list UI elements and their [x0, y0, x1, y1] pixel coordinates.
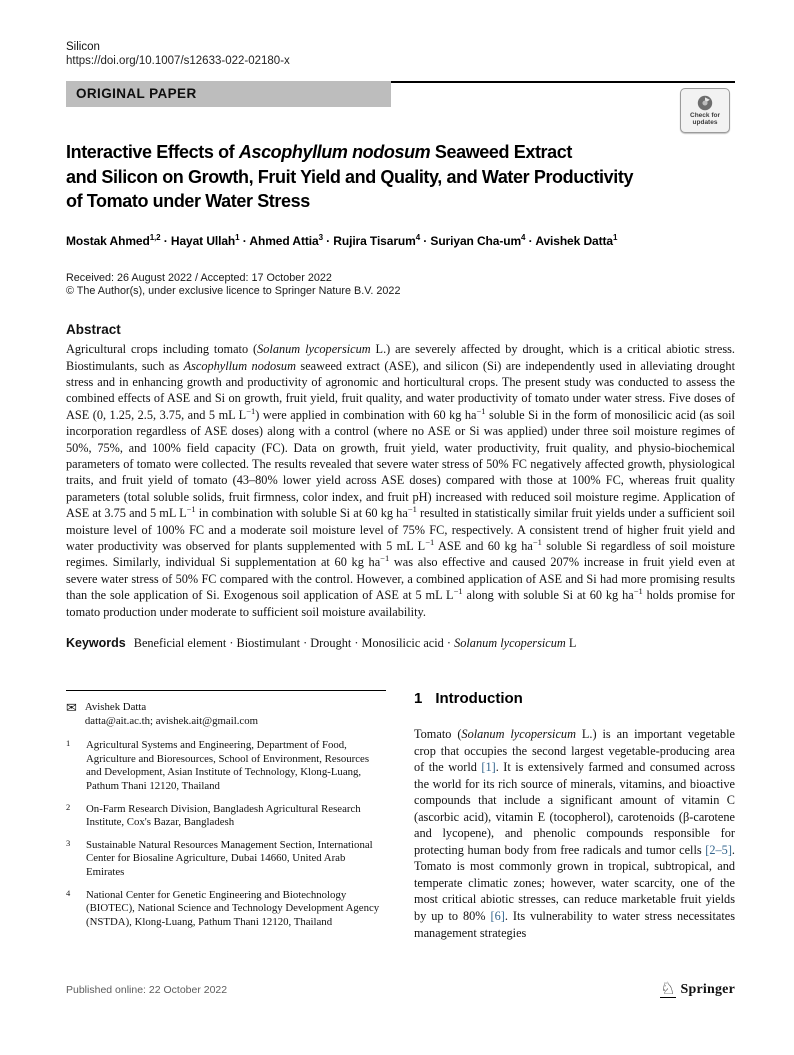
page-footer — [66, 981, 735, 998]
keywords-text: Beneficial element · Biostimulant · Drought · Monosilicic acid · Solanum lycopersicum L — [133, 636, 577, 650]
corresponding-author-emails[interactable]: datta@ait.ac.th; avishek.ait@gmail.com — [84, 714, 258, 727]
footnotes-column — [66, 690, 386, 941]
citation-link[interactable]: [2–5] — [705, 842, 732, 857]
abstract-text: Agricultural crops including tomato (Solanum lycopersicum L.) are severely affected by drought, which is a critical abiotic stress. Biostimulants, such as Ascophyllum nodosum seaweed extract (ASE), and silicon (Si) are independently used in alleviating drought stress and in enhancing growth and productivity of agronomic and horticultural crops. The present study was conducted to assess the combined effects of ASE and Si on growth, fruit yield, fruit quality, and water productivity of tomato under water stress. Five doses of ASE (0, 1.25, 2.5, 3.75, and 5 mL $L^{-1}$) were applied in combination with 60 kg $ha^{-1}$ soluble Si in the form of monosilicic acid (as soil incorporation regardless of ASE doses) along with a control (where no ASE or Si was applied) under three soil moisture regimes of 50%, 75%, and 100% field capacity (FC). Data on growth, fruit yield, water productivity, fruit quality, and physio-biochemical parameters of tomato were collected. The results revealed that severe water stress of 50% FC negatively affected growth, physiological traits, and fruit yield of tomato (43–80% lower yield across ASE doses) compared with those at 100% FC, whereas fruit quality parameters (total soluble solids, fruit firmness, color index, and fruit pH) increased with reduced soil moisture regime. Application of ASE at 3.75 and 5 mL $L^{-1}$ in combination with soluble Si at 60 kg $ha^{-1}$ resulted in statistically similar fruit yields under a sufficient soil moisture level of 100% FC and a moderate soil moisture level of 75% FC, respectively. A consistent trend of higher fruit yield and water productivity was observed for plants supplemented with 5 mL $L^{-1}$ ASE and 60 kg $ha^{-1}$ soluble Si regardless of soil moisture regimes. Similarly, individual Si supplementation at 60 kg $ha^{-1}$ was also effective and caused 207% increase in fruit yield even at severe water stress of 50% FC compared with the control. However, a combined application of ASE and Si had more promising results than the sole application of Si. Exogenous soil application of ASE at 5 mL $L^{-1}$ along with soluble Si at 60 kg $ha^{-1}$ holds promise for tomato production under moderate to sufficient soil moisture availability. — [66, 342, 736, 619]
affiliation-text: National Center for Genetic Engineering and Biotechnology (BIOTEC), National Science and Technology Development Agency (NSTDA), Klong-Luang, Pathum Thani 12120, Thailand — [86, 888, 380, 928]
abstract-heading: Abstract — [66, 322, 121, 338]
doi-link[interactable]: https://doi.org/10.1007/s12633-022-02180-x — [66, 55, 290, 67]
affiliation-text: On-Farm Research Division, Bangladesh Agricultural Research Institute, Cox's Bazar, Bangladesh — [86, 802, 361, 829]
section-title: Introduction — [435, 690, 523, 707]
crossmark-icon — [697, 95, 713, 111]
published-online-line: Published online: 22 October 2022 — [66, 983, 228, 996]
correspondence-block — [66, 701, 386, 728]
dates-block — [66, 272, 735, 300]
springer-logo — [660, 981, 735, 998]
check-for-updates-label: Check for updates — [690, 112, 720, 126]
affiliation-number: 3 — [66, 837, 71, 848]
affiliation-number: 1 — [66, 738, 71, 749]
copyright-line: © The Author(s), under exclusive licence to Springer Nature B.V. 2022 — [66, 285, 401, 298]
article-type-banner — [66, 81, 735, 107]
section-number: 1 — [414, 690, 423, 707]
journal-name: Silicon — [66, 41, 100, 53]
received-accepted-line: Received: 26 August 2022 / Accepted: 17 October 2022 — [66, 271, 332, 284]
affiliation-text: Sustainable Natural Resources Management Section, International Center for Biosaline Agriculture, Dubai 14660, United Arab Emirates — [86, 838, 373, 878]
introduction-paragraph: Tomato (Solanum lycopersicum L.) is an important vegetable crop that occupies the second largest vegetable-producing area of the world [1]. It is extensively farmed and consumed across the world for its rich source of minerals, vitamins, and bioactive compounds that include a significant amount of vitamin C (ascorbic acid), vitamin E (tocopherol), carotenoids (β-carotene and lycopene), and phenolic compounds responsible for protecting human body from free radicals and tumor cells [2–5]. Tomato is most commonly grown in tropical, subtropical, and temperate climatic zones; however, water scarcity, one of the most critical abiotic stresses, can reduce marketable fruit yields by up to 80% [6]. Its vulnerability to water stress necessitates management strategies — [414, 727, 735, 940]
affiliation-number: 2 — [66, 801, 71, 812]
affiliation-text: Agricultural Systems and Engineering, Department of Food, Agriculture and Bioresources, School of Environment, Resources and Development, Asian Institute of Technology, Klong-Luang, Pathum Thani 12120, Thailand — [86, 739, 370, 792]
affiliation-item — [66, 889, 386, 930]
springer-horse-icon: ♘ — [660, 979, 676, 998]
section-heading-introduction — [414, 690, 735, 707]
corresponding-author-name: Avishek Datta — [84, 701, 147, 713]
affiliation-item — [66, 803, 386, 830]
springer-wordmark: Springer — [680, 981, 735, 997]
article-type-label: ORIGINAL PAPER — [66, 81, 391, 107]
article-title: Interactive Effects of Ascophyllum nodosum Seaweed Extract and Silicon on Growth, Fruit Yield and Quality, and Water Productivity of Tomato under Water Stress — [66, 142, 634, 211]
check-for-updates-badge[interactable] — [680, 88, 730, 133]
citation-link[interactable]: [1] — [481, 760, 496, 775]
affiliation-item — [66, 839, 386, 880]
header-rule — [391, 81, 735, 83]
introduction-column — [414, 690, 735, 941]
affiliation-item — [66, 739, 386, 793]
citation-link[interactable]: [6] — [490, 909, 505, 924]
author-list: Mostak Ahmed$^{1,2}$ · Hayat Ullah$^1$ · Ahmed Attia$^3$ · Rujira Tisarum$^4$ · Suriyan Cha-$um^4$ · Avishek Datta$^1$ — [66, 232, 618, 248]
keywords-label: Keywords — [66, 636, 126, 650]
affiliation-number: 4 — [66, 887, 71, 898]
keywords-line — [66, 636, 735, 651]
envelope-icon: ✉ — [66, 700, 77, 715]
